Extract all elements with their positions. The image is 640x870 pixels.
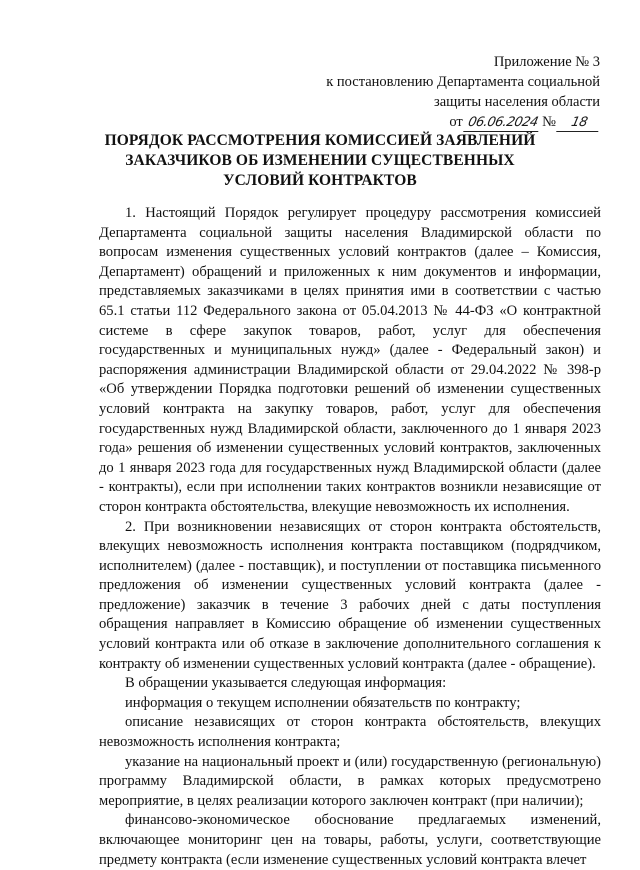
paragraph-info-item-4: финансово-экономическое обоснование предлагаемых изменений, включающее мониторинг цен на товары, работы, услуги, соответствующие предмету контракта (если изменение существенных условий контракта влечет bbox=[99, 812, 601, 868]
date-prefix: от bbox=[449, 114, 463, 130]
paragraph-info-item-3: указание на национальный проект и (или) государственную (региональную) программу Владимирской области, в рамках которых предусмотрено мероприятие, в целях реализации которого заключен контракт (при наличии); bbox=[99, 753, 601, 809]
paragraph-2: 2. При возникновении независящих от сторон контракта обстоятельств, влекущих невозможность исполнения контракта поставщиком (подрядчиком, исполнителем) (далее - поставщик), и поступлении от поставщика письменного предложения об изменении существенных условий контракта (далее - предложение) заказчик в течение 3 рабочих дней с даты поступления обращения направляет в Комиссию обращение об изменении существенных условий контракта или об отказе в заключение дополнительного соглашения к контракту об изменении существенных условий контракта (далее - обращение). bbox=[99, 518, 601, 672]
paragraph-info-item-1: информация о текущем исполнении обязательств по контракту; bbox=[125, 694, 521, 711]
appendix-number: Приложение № 3 bbox=[493, 54, 600, 70]
document-title: ПОРЯДОК РАССМОТРЕНИЯ КОМИССИЕЙ ЗАЯВЛЕНИЙ ЗАКАЗЧИКОВ ОБ ИЗМЕНЕНИИ СУЩЕСТВЕННЫХ УСЛОВИЙ КОНТРАКТОВ bbox=[104, 132, 536, 189]
paragraph-info-item-2: описание независящих от сторон контракта обстоятельств, влекущих невозможность исполнения контракта; bbox=[99, 714, 601, 751]
number-prefix: № bbox=[542, 114, 556, 130]
handwritten-date: 06.06.2024 bbox=[463, 115, 542, 132]
handwritten-number: 18 bbox=[556, 115, 602, 132]
appendix-decree-ref: к постановлению Департамента социальной bbox=[326, 74, 600, 90]
appendix-department: защиты населения области bbox=[434, 94, 600, 110]
appendix-date-line bbox=[260, 112, 600, 132]
appendix-header bbox=[260, 52, 600, 132]
document-body bbox=[99, 204, 601, 870]
paragraph-1: 1. Настоящий Порядок регулирует процедуру рассмотрения комиссией Департамента социальной защиты населения Владимирской области по вопросам изменения существенных условий контрактов (далее – Комиссия, Департамент) обращений и приложенных к ним документов и информации, представляемых заказчиками в целях принятия ими в соответствии с частью 65.1 статьи 112 Федерального закона от 05.04.2013 № 44-ФЗ «О контрактной системе в сфере закупок товаров, работ, услуг для обеспечения государственных и муниципальных нужд» (далее - Федеральный закон) и распоряжения администрации Владимирской области от 29.04.2022 № 398-р «Об утверждении Порядка подготовки решений об изменении существенных условий контракта на закупку товаров, работ, услуг для обеспечения государственных нужд Владимирской области, заключенного до 1 января 2023 года» решения об изменении существенных условий контрактов, заключенных до 1 января 2023 года для государственных нужд Владимирской области (далее - контракты), если при исполнении таких контрактов возникли независящие от сторон контракта обстоятельства, влекущие невозможность их исполнения. bbox=[99, 205, 601, 515]
paragraph-info-intro: В обращении указывается следующая информация: bbox=[125, 675, 447, 692]
